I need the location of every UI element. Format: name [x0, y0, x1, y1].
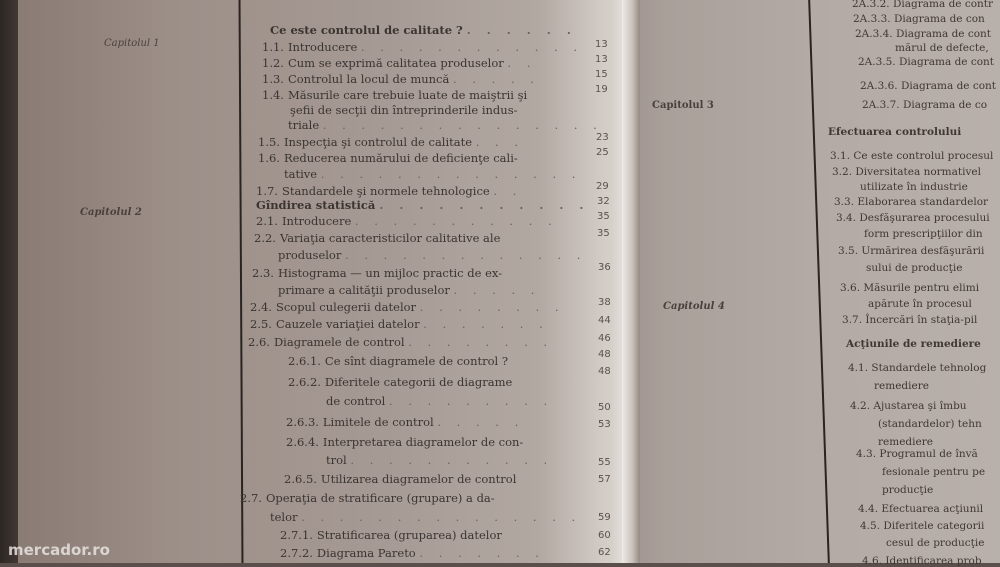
toc-title: Interpretarea diagramelor de con-: [322, 435, 524, 449]
toc-page: 62: [598, 547, 611, 558]
toc-page: 19: [595, 84, 608, 95]
toc-line: fesionale pentru pe: [882, 466, 986, 478]
toc-line: 2A.3.3. Diagrama de con: [853, 13, 985, 25]
chapter-label-2: Capitolul 2: [80, 207, 142, 218]
toc-continuation: produselor . . . . . . . . . . . . .: [278, 248, 587, 262]
toc-entry: 2.5. Cauzele variaţiei datelor . . . . . . .: [250, 317, 549, 331]
toc-entry: [258, 153, 518, 165]
toc-num: 1.4.: [262, 88, 284, 102]
chapter-label-3: Capitolul 3: [652, 100, 714, 111]
toc-page: 29: [596, 181, 609, 192]
toc-num: 2.6.2.: [288, 375, 321, 389]
toc-line: 3.3. Elaborarea standardelor: [834, 196, 989, 208]
toc-entry: [284, 474, 516, 486]
watermark: mercador.ro: [8, 541, 110, 559]
toc-title: Ce sînt diagramele de control ?: [324, 354, 509, 368]
toc-page: 57: [598, 474, 611, 485]
toc-line: 2A.3.2. Diagrama de contr: [852, 0, 994, 10]
toc-entry: [240, 493, 495, 505]
toc-num: 1.2.: [262, 56, 284, 70]
toc-title: de control: [326, 394, 386, 408]
toc-page: 55: [598, 457, 611, 468]
toc-title: Controlul la locul de muncă: [287, 72, 450, 86]
toc-entry: [262, 90, 527, 102]
toc-continuation: triale . . . . . . . . . . . . . . .: [288, 118, 603, 132]
toc-num: 1.3.: [262, 72, 284, 86]
toc-page: 38: [598, 297, 611, 308]
toc-num: 2.1.: [256, 214, 278, 228]
toc-line: apărute în procesul: [868, 298, 972, 310]
toc-title: Cum se exprimă calitatea produselor: [287, 56, 504, 70]
toc-page: 35: [597, 211, 610, 222]
toc-num: 2.7.1.: [280, 528, 313, 542]
toc-line: mărul de defecte,: [895, 42, 989, 54]
toc-num: 2.6.4.: [286, 435, 319, 449]
toc-page: 13: [595, 54, 608, 65]
book-gutter: [622, 0, 640, 563]
toc-title: trol: [326, 453, 347, 467]
toc-title: produselor: [278, 248, 342, 262]
toc-line: (standardelor) tehn: [878, 418, 982, 430]
toc-entry: 2.1. Introducere . . . . . . . . . . .: [256, 214, 558, 228]
toc-page: 13: [595, 39, 608, 50]
toc-num: 2.6.1.: [288, 354, 321, 368]
toc-line: form prescripţiilor din: [864, 228, 983, 240]
toc-num: 2.6.: [248, 335, 270, 349]
toc-page: 44: [598, 315, 611, 326]
toc-entry: 2.7.2. Diagrama Pareto . . . . . . .: [280, 546, 545, 560]
toc-line: 2A.3.6. Diagrama de cont: [860, 80, 997, 92]
toc-title: Standardele şi normele tehnologice: [281, 184, 490, 198]
toc-num: 2.2.: [254, 231, 276, 245]
toc-page: 48: [598, 366, 611, 377]
toc-title: Măsurile care trebuie luate de maiştrii şi: [287, 88, 528, 102]
toc-entry: 2.4. Scopul culegerii datelor . . . . . . . .: [250, 300, 565, 314]
toc-num: 2.6.3.: [286, 415, 319, 429]
toc-line: 3.1. Ce este controlul procesul: [830, 150, 994, 162]
toc-line: 4.3. Programul de învă: [856, 448, 978, 460]
toc-title: Introducere: [281, 214, 352, 228]
toc-continuation: de control . . . . . . . . .: [326, 394, 554, 408]
toc-num: 1.6.: [258, 151, 280, 165]
toc-line: 3.2. Diversitatea normativel: [832, 166, 981, 178]
toc-page: 35: [597, 228, 610, 239]
toc-title: Operaţia de stratificare (grupare) a da-: [265, 491, 495, 505]
toc-entry: [280, 530, 502, 542]
toc-entry: 1.3. Controlul la locul de muncă . . . . .: [262, 72, 540, 86]
toc-line: sului de producţie: [866, 262, 963, 274]
toc-title: Diagramele de control: [273, 335, 405, 349]
toc-continuation: şefii de secţii din întreprinderile indus-: [290, 103, 518, 117]
toc-line: producţie: [882, 484, 934, 496]
toc-page: 15: [595, 69, 608, 80]
toc-entry: [286, 437, 523, 449]
toc-entry: 2.6. Diagramele de control . . . . . . . .: [248, 335, 554, 349]
toc-title: Diagrama Pareto: [316, 546, 416, 560]
toc-title: Inspecţia şi controlul de calitate: [283, 135, 473, 149]
toc-line: 3.6. Măsurile pentru elimi: [840, 282, 980, 294]
toc-num: 1.5.: [258, 135, 280, 149]
toc-title: tative: [284, 167, 318, 181]
toc-entry: [252, 268, 502, 280]
toc-heading: Ce este controlul de calitate ? . . . . . .: [270, 23, 577, 37]
toc-heading: Gîndirea statistică . . . . . . . . . . .: [256, 198, 590, 212]
toc-title: triale: [288, 118, 320, 132]
toc-title: Reducerea numărului de deficienţe cali-: [283, 151, 518, 165]
toc-line: 4.6. Identificarea prob: [862, 555, 982, 567]
toc-line: 3.5. Urmărirea desfăşurării: [838, 245, 985, 257]
toc-entry: [254, 233, 500, 245]
toc-num: 2.5.: [250, 317, 272, 331]
toc-entry: [288, 377, 512, 389]
toc-num: 2.7.2.: [280, 546, 313, 560]
toc-continuation: primare a calităţii produselor . . . . .: [278, 283, 541, 297]
toc-page: 53: [598, 419, 611, 430]
toc-line: 3.4. Desfăşurarea procesului: [836, 212, 990, 224]
toc-title: Utilizarea diagramelor de control: [320, 472, 517, 486]
toc-num: 2.3.: [252, 266, 274, 280]
toc-entry: [288, 356, 508, 368]
toc-title: Gîndirea statistică: [256, 198, 376, 212]
toc-title: Introducere: [287, 40, 358, 54]
toc-title: Scopul culegerii datelor: [275, 300, 417, 314]
toc-page: 25: [596, 147, 609, 158]
toc-page: 46: [598, 333, 611, 344]
toc-num: 2.6.5.: [284, 472, 317, 486]
toc-line: 3.7. Încercări în staţia-pil: [842, 314, 978, 326]
toc-heading: Acţiunile de remediere: [846, 338, 981, 350]
toc-title: Limitele de control: [322, 415, 434, 429]
toc-title: Diferitele categorii de diagrame: [324, 375, 513, 389]
chapter-label-1: Capitolul 1: [104, 38, 160, 49]
toc-num: 1.7.: [256, 184, 278, 198]
toc-line: remediere: [878, 436, 933, 448]
toc-title: primare a calităţii produselor: [278, 283, 450, 297]
toc-line: 2A.3.7. Diagrama de co: [862, 99, 988, 111]
toc-entry: 1.1. Introducere . . . . . . . . . . . .: [262, 40, 583, 54]
chapter-label-4: Capitolul 4: [663, 301, 725, 312]
toc-title: Variaţia caracteristicilor calitative ale: [279, 231, 501, 245]
toc-title: Histograma — un mijloc practic de ex-: [277, 266, 503, 280]
toc-line: 2A.3.5. Diagrama de cont: [858, 56, 995, 68]
toc-page: 48: [598, 349, 611, 360]
toc-line: cesul de producţie: [886, 537, 985, 549]
toc-continuation: telor . . . . . . . . . . . . . . .: [270, 510, 582, 524]
toc-entry: 1.2. Cum se exprimă calitatea produselor . .: [262, 56, 537, 70]
toc-page: 60: [598, 530, 611, 541]
toc-entry: 1.5. Inspecţia şi controlul de calitate . . .: [258, 135, 525, 149]
toc-line: 4.1. Standardele tehnolog: [848, 362, 987, 374]
toc-continuation: tative . . . . . . . . . . . . . .: [284, 167, 582, 181]
toc-title: telor: [270, 510, 298, 524]
toc-num: 2.7.: [240, 491, 262, 505]
toc-num: 1.1.: [262, 40, 284, 54]
toc-page: 23: [596, 132, 609, 143]
toc-page: 36: [598, 262, 611, 273]
toc-title: Stratificarea (gruparea) datelor: [316, 528, 502, 542]
toc-line: 4.2. Ajustarea şi îmbu: [850, 400, 967, 412]
toc-num: 2.4.: [250, 300, 272, 314]
toc-line: utilizate în industrie: [860, 181, 968, 193]
toc-title: Cauzele variaţiei datelor: [275, 317, 420, 331]
toc-entry: 1.7. Standardele şi normele tehnologice . .: [256, 184, 523, 198]
toc-page: 59: [598, 512, 611, 523]
toc-line: 2A.3.4. Diagrama de cont: [855, 28, 992, 40]
toc-page: 50: [598, 402, 611, 413]
toc-heading: Efectuarea controlului: [828, 126, 962, 138]
toc-page: 32: [597, 196, 610, 207]
toc-continuation: trol . . . . . . . . . . .: [326, 453, 554, 467]
toc-entry: 2.6.3. Limitele de control . . . . .: [286, 415, 525, 429]
toc-title: Ce este controlul de calitate ?: [270, 23, 463, 37]
toc-line: 4.4. Efectuarea acţiunil: [858, 503, 984, 515]
toc-line: remediere: [874, 380, 929, 392]
toc-line: 4.5. Diferitele categorii: [860, 520, 985, 532]
